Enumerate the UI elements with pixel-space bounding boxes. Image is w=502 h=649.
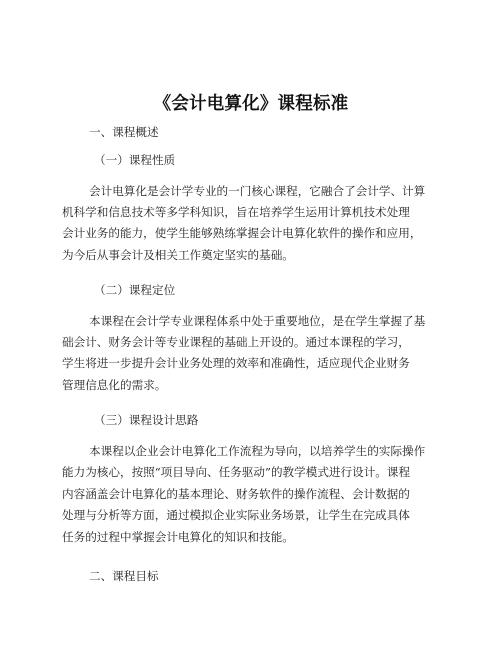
document-title: 《会计电算化》课程标准 <box>153 94 349 114</box>
subsection-heading-design: （三）课程设计思路 <box>94 413 199 427</box>
paragraph-line: 处理与分析等方面，通过模拟企业实际业务场景，让学生在完成具体 <box>62 508 410 522</box>
section-heading-objectives: 二、课程目标 <box>89 569 159 583</box>
paragraph-line: 机科学和信息技术等多学科知识，旨在培养学生运用计算机技术处理 <box>62 205 410 219</box>
paragraph-line: 能力为核心，按照“项目导向、任务驱动”的教学模式进行设计。课程 <box>62 465 411 479</box>
paragraph-line: 础会计、财务会计等专业课程的基础上开设的。通过本课程的学习， <box>62 335 410 349</box>
section-heading-overview: 一、课程概述 <box>89 125 159 139</box>
paragraph-line: 任务的过程中掌握会计电算化的知识和技能。 <box>62 530 294 544</box>
paragraph-line: 本课程以企业会计电算化工作流程为导向，以培养学生的实际操作 <box>89 444 426 458</box>
paragraph-line: 为今后从事会计及相关工作奠定坚实的基础。 <box>62 248 294 262</box>
subsection-heading-positioning: （二）课程定位 <box>94 283 176 297</box>
paragraph-line: 本课程在会计学专业课程体系中处于重要地位，是在学生掌握了基 <box>89 314 426 328</box>
paragraph-line: 学生将进一步提升会计业务处理的效率和准确性，适应现代企业财务 <box>62 356 410 370</box>
paragraph-line: 内容涵盖会计电算化的基本理论、财务软件的操作流程、会计数据的 <box>62 487 410 501</box>
paragraph-line: 会计电算化是会计学专业的一门核心课程，它融合了会计学、计算 <box>89 184 426 198</box>
paragraph-line: 管理信息化的需求。 <box>62 378 167 392</box>
subsection-heading-nature: （一）课程性质 <box>94 153 176 167</box>
paragraph-line: 会计业务的能力，使学生能够熟练掌握会计电算化软件的操作和应用， <box>62 226 422 240</box>
